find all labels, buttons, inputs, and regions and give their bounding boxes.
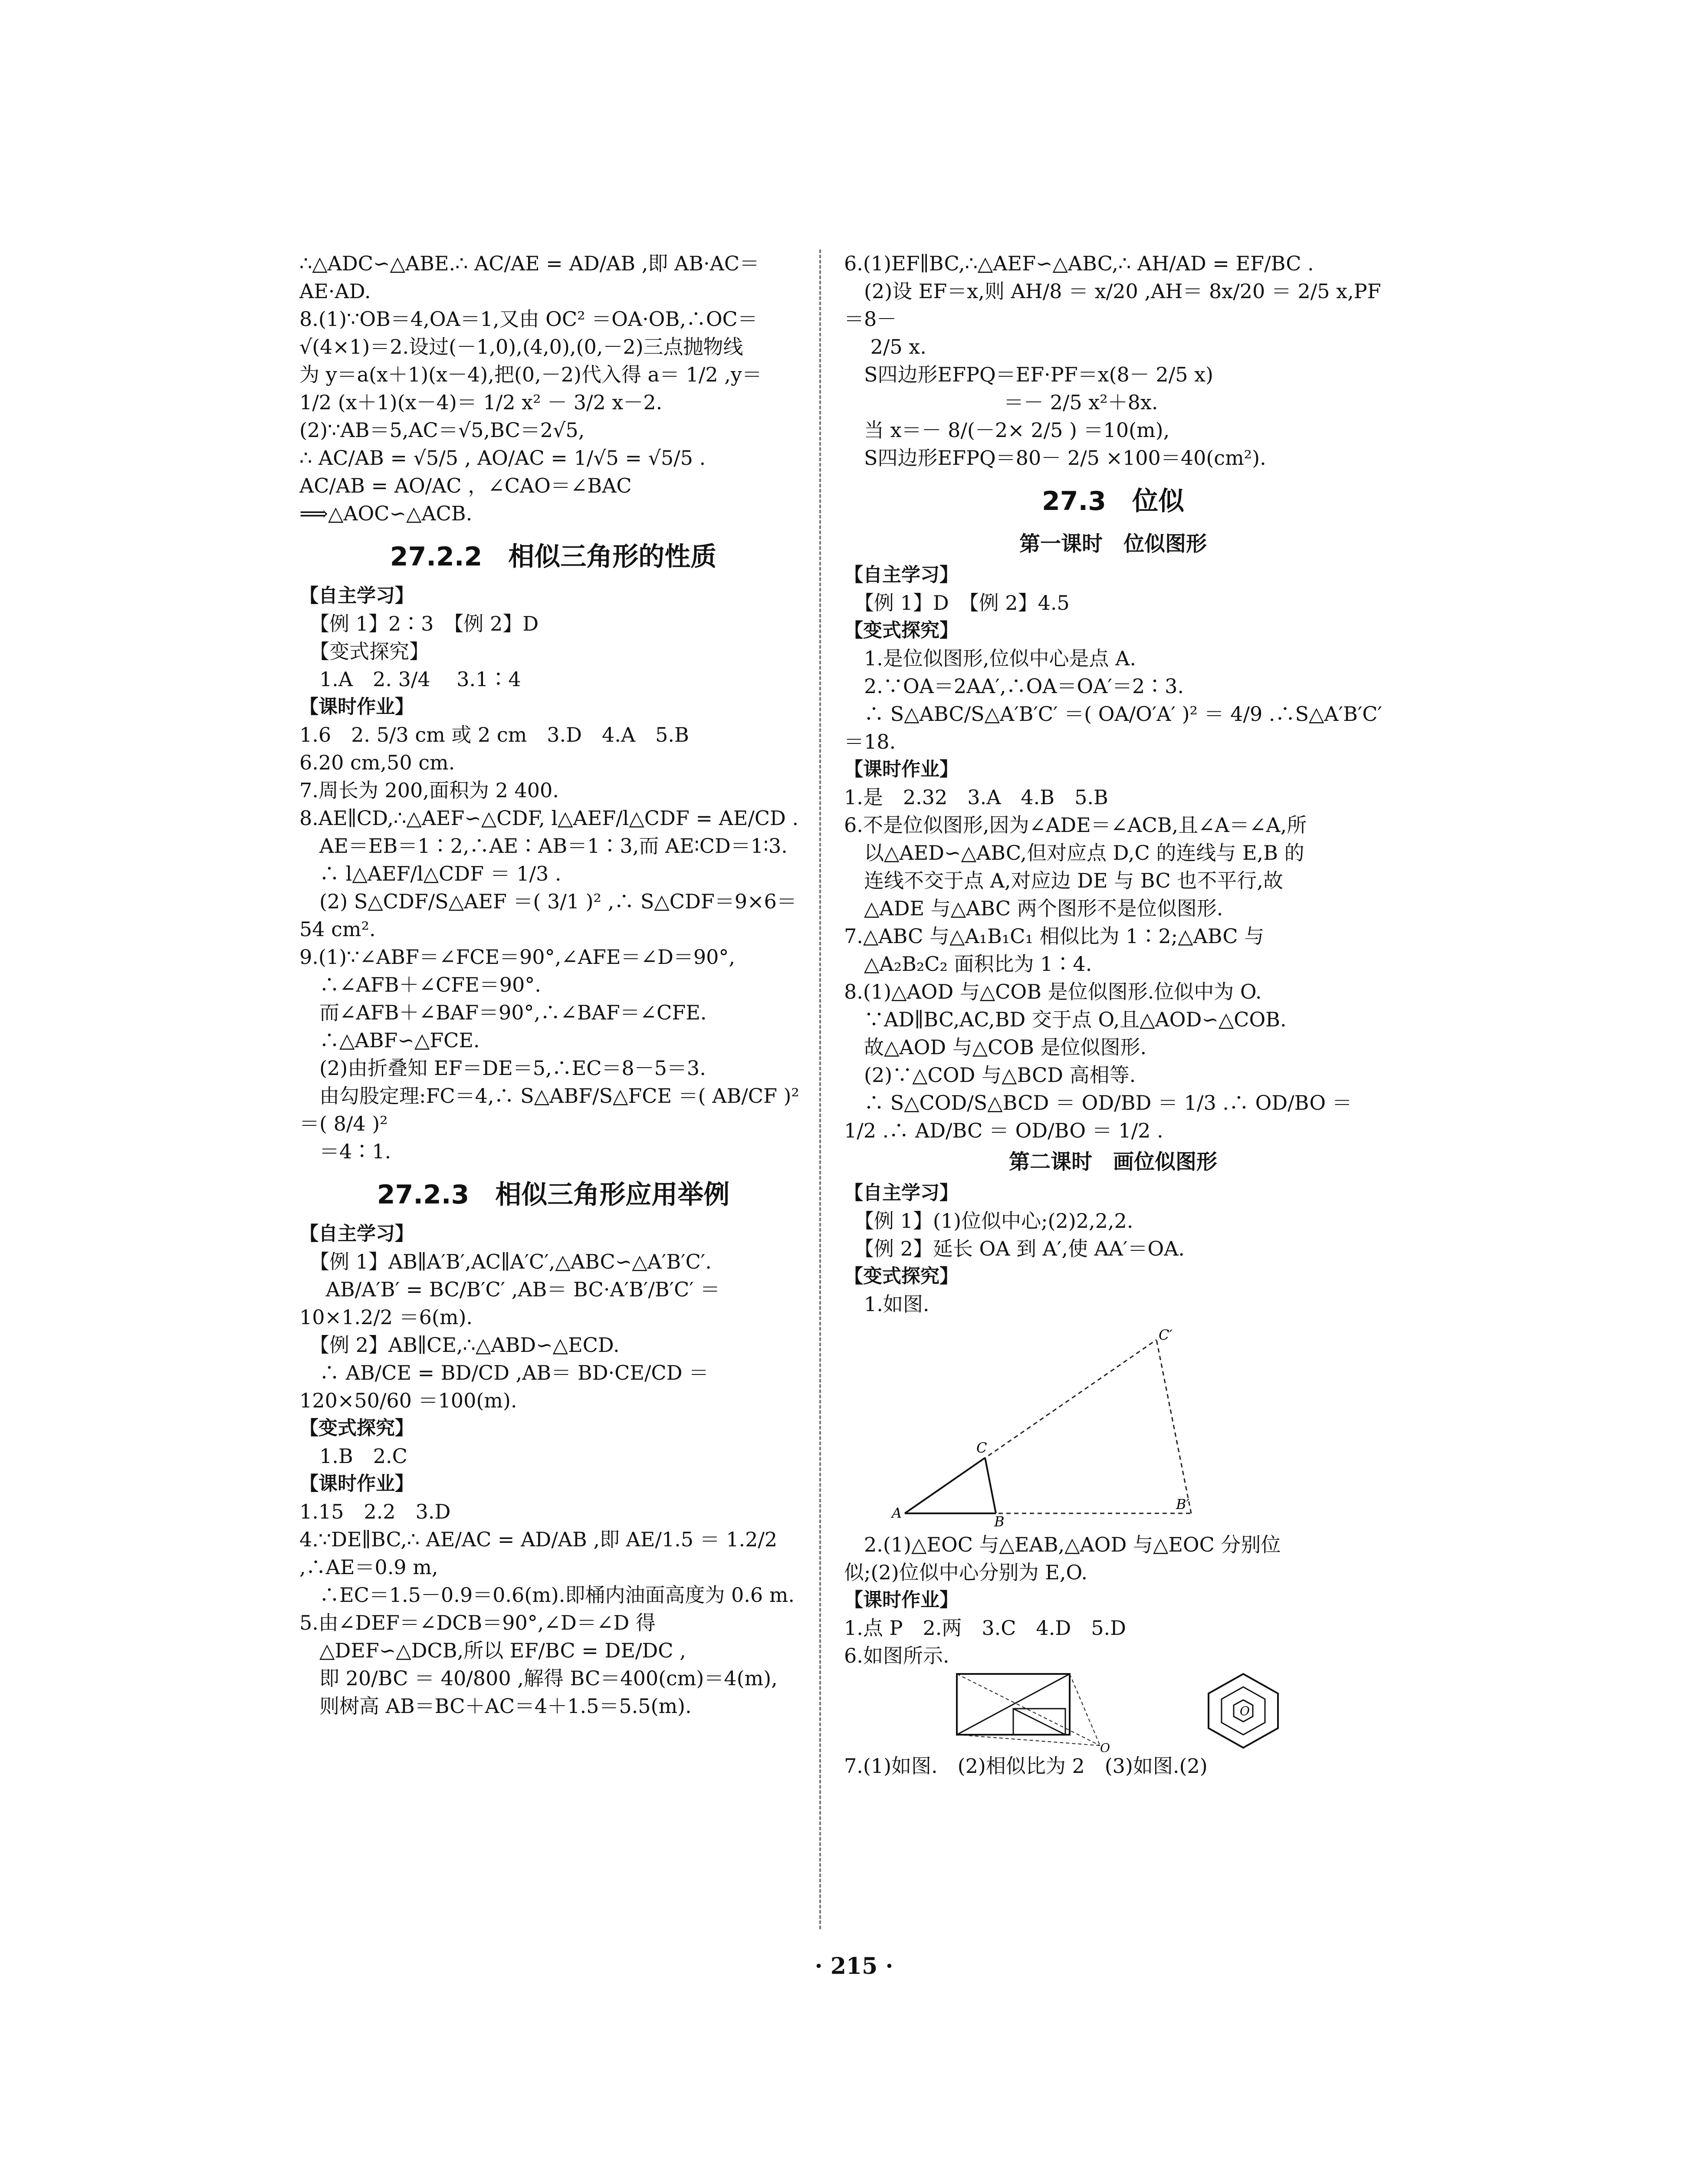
text-line: ∴ S△COD/S△BCD ＝ OD/BD ＝ 1/3 .∴ OD/BO ＝ 1/2 .∴ AD/BC ＝ OD/BO ＝ 1/2 . bbox=[844, 1091, 1359, 1142]
column-divider bbox=[819, 250, 821, 1929]
text-line: 4.∵DE∥BC,∴ AE/AC = AD/AB ,即 AE/1.5 ＝ 1.2/2 ,∴AE＝0.9 m, bbox=[299, 1528, 784, 1579]
fig-label-a: A bbox=[892, 1505, 902, 1521]
text-line: 【变式探究】 bbox=[844, 1265, 959, 1287]
text-line: 5.由∠DEF＝∠DCB＝90°,∠D＝∠D 得 bbox=[299, 1611, 656, 1634]
fig-line-bc bbox=[985, 1458, 996, 1513]
text-line: 【例 2】AB∥CE,∴△ABD∽△ECD. bbox=[299, 1333, 620, 1357]
text-line: 6.如图所示. bbox=[844, 1644, 949, 1667]
section-heading-27-2-3: 27.2.3 相似三角形应用举例 bbox=[377, 1180, 730, 1210]
text-line: √(4×1)＝2.设过(－1,0),(4,0),(0,－2)三点抛物线 bbox=[299, 335, 743, 358]
text-line: (2)设 EF＝x,则 AH/8 ＝ x/20 ,AH＝ 8x/20 ＝ 2/5 x,PF＝8－ bbox=[844, 279, 1381, 331]
text-line: 1.是位似图形,位似中心是点 A. bbox=[844, 647, 1136, 670]
text-line: AE＝EB＝1∶2,∴AE∶AB＝1∶3,而 AE∶CD＝1∶3. bbox=[299, 834, 788, 858]
homothety-figure-hexagons bbox=[1200, 1670, 1287, 1752]
text-line: 1.是 2.32 3.A 4.B 5.B bbox=[844, 786, 1108, 809]
text-line: 2/5 x. bbox=[844, 335, 926, 358]
right-block-d bbox=[844, 1531, 1382, 1670]
text-line: 1.15 2.2 3.D bbox=[299, 1500, 451, 1523]
text-line: 当 x＝－ 8/(－2× 2/5 ) ＝10(m), bbox=[844, 418, 1170, 442]
text-line: 【变式探究】 bbox=[844, 619, 959, 641]
text-line: △A₂B₂C₂ 面积比为 1∶4. bbox=[844, 952, 1092, 976]
text-line: 1.如图. bbox=[844, 1292, 930, 1316]
fig3-label-o: O bbox=[1240, 1704, 1250, 1718]
text-line: 1.B 2.C bbox=[299, 1444, 407, 1468]
text-line: 以△AED∽△ABC,但对应点 D,C 的连线与 E,B 的 bbox=[844, 841, 1304, 865]
left-block-a bbox=[299, 250, 807, 527]
text-line: 为 y＝a(x＋1)(x－4),把(0,－2)代入得 a＝ 1/2 ,y＝ bbox=[299, 363, 762, 386]
text-line: 9.(1)∵∠ABF＝∠FCE＝90°,∠AFE＝∠D＝90°, bbox=[299, 945, 736, 969]
text-line: ∵AD∥BC,AC,BD 交于点 O,且△AOD∽△COB. bbox=[844, 1008, 1287, 1031]
text-line: 【例 1】(1)位似中心;(2)2,2,2. bbox=[844, 1209, 1133, 1233]
text-line: ∴ AB/CE = BD/CD ,AB＝ BD·CE/CD ＝ 120×50/60 ＝100(m). bbox=[299, 1361, 715, 1412]
left-block-b bbox=[299, 582, 807, 1165]
text-line: ∴∠AFB＋∠CFE＝90°. bbox=[299, 973, 541, 996]
fig-line-b2c2 bbox=[1156, 1340, 1191, 1513]
text-line: 6.20 cm,50 cm. bbox=[299, 751, 455, 774]
fig-line-ac bbox=[905, 1458, 985, 1513]
text-line: 【课时作业】 bbox=[299, 696, 414, 718]
section-heading-27-2-2: 27.2.2 相似三角形的性质 bbox=[390, 542, 717, 572]
fig-label-c-prime: C′ bbox=[1159, 1327, 1173, 1343]
text-line: 由勾股定理:FC＝4,∴ S△ABF/S△FCE ＝( AB/CF )² ＝( 8/4 )² bbox=[299, 1084, 806, 1135]
text-line: 8.AE∥CD,∴△AEF∽△CDF, l△AEF/l△CDF = AE/CD . bbox=[299, 806, 799, 830]
left-block-c bbox=[299, 1220, 807, 1720]
text-line: S四边形EFPQ＝80－ 2/5 ×100＝40(cm²). bbox=[844, 446, 1266, 470]
text-line: 则树高 AB＝BC＋AC＝4＋1.5＝5.5(m). bbox=[299, 1694, 692, 1718]
text-line: 6.不是位似图形,因为∠ADE＝∠ACB,且∠A＝∠A,所 bbox=[844, 813, 1307, 837]
homothety-figures-row bbox=[948, 1670, 1382, 1752]
text-line: 2.∵OA＝2AA′,∴OA＝OA′＝2∶3. bbox=[844, 674, 1184, 698]
text-line: (2) S△CDF/S△AEF ＝( 3/1 )² ,∴ S△CDF＝9×6＝54 cm². bbox=[299, 890, 797, 941]
text-line: 【自主学习】 bbox=[844, 1182, 959, 1204]
text-line: ∴△ABF∽△FCE. bbox=[299, 1029, 480, 1052]
right-block-b bbox=[844, 561, 1382, 1144]
text-line: 连线不交于点 A,对应边 DE 与 BC 也不平行,故 bbox=[844, 869, 1283, 892]
section-heading-27-3: 27.3 位似 bbox=[1041, 486, 1185, 516]
text-line: 1.点 P 2.两 3.C 4.D 5.D bbox=[844, 1616, 1126, 1640]
text-line: 【变式探究】 bbox=[299, 640, 429, 663]
text-line: 【变式探究】 bbox=[299, 1417, 414, 1439]
text-line: 【例 1】AB∥A′B′,AC∥A′C′,△ABC∽△A′B′C′. bbox=[299, 1250, 712, 1273]
text-line: AC/AB = AO/AC ，∠CAO＝∠BAC ⟹△AOC∽△ACB. bbox=[299, 474, 638, 525]
text-line: 【例 1】D 【例 2】4.5 bbox=[844, 591, 1070, 615]
text-line: 2.(1)△EOC 与△EAB,△AOD 与△EOC 分别位 bbox=[844, 1533, 1281, 1556]
text-line: 7.周长为 200,面积为 2 400. bbox=[299, 779, 559, 802]
text-line: 【课时作业】 bbox=[844, 758, 959, 780]
text-line: 即 20/BC ＝ 40/800 ,解得 BC＝400(cm)＝4(m), bbox=[299, 1667, 778, 1690]
fig-label-c: C bbox=[976, 1440, 987, 1456]
right-block-c bbox=[844, 1179, 1382, 1318]
homothety-figure-rectangles bbox=[948, 1670, 1113, 1752]
text-line: ＝4∶1. bbox=[299, 1140, 391, 1163]
text-line: 【自主学习】 bbox=[844, 564, 959, 586]
text-line: △DEF∽△DCB,所以 EF/BC = DE/DC , bbox=[299, 1639, 686, 1662]
text-line: ∴EC＝1.5－0.9＝0.6(m).即桶内油面高度为 0.6 m. bbox=[299, 1583, 795, 1607]
text-line: (2)由折叠知 EF＝DE＝5,∴EC＝8－5＝3. bbox=[299, 1056, 706, 1080]
text-line: 【自主学习】 bbox=[299, 585, 414, 607]
text-line: (2)∵△COD 与△BCD 高相等. bbox=[844, 1063, 1136, 1087]
left-column bbox=[299, 250, 807, 1720]
text-line: ∴△ADC∽△ABE.∴ AC/AE = AD/AB ,即 AB·AC＝AE·AD. bbox=[299, 252, 760, 303]
text-line: 【课时作业】 bbox=[299, 1473, 414, 1495]
text-line: S四边形EFPQ＝EF·PF＝x(8－ 2/5 x) bbox=[844, 363, 1213, 386]
text-line: 1/2 (x＋1)(x－4)＝ 1/2 x² － 3/2 x－2. bbox=[299, 391, 663, 414]
text-line: 8.(1)∵OB＝4,OA＝1,又由 OC² ＝OA·OB,∴OC＝ bbox=[299, 307, 758, 331]
text-line: 6.(1)EF∥BC,∴△AEF∽△ABC,∴ AH/AD = EF/BC . bbox=[844, 252, 1314, 275]
text-line: 【课时作业】 bbox=[844, 1589, 959, 1611]
text-line: 1.6 2. 5/3 cm 或 2 cm 3.D 4.A 5.B bbox=[299, 723, 689, 746]
text-line: ＝－ 2/5 x²＋8x. bbox=[844, 391, 1158, 414]
text-line: 故△AOD 与△COB 是位似图形. bbox=[844, 1036, 1147, 1059]
text-line: 似;(2)位似中心分别为 E,O. bbox=[844, 1561, 1088, 1584]
text-line: 【例 1】2∶3 【例 2】D bbox=[299, 612, 539, 635]
lesson-heading-1: 第一课时 位似图形 bbox=[1019, 532, 1207, 556]
text-line: ∴ l△AEF/l△CDF ＝ 1/3 . bbox=[299, 862, 562, 885]
text-line: (2)∵AB＝5,AC＝√5,BC＝2√5, bbox=[299, 418, 585, 442]
fig2-label-o: O bbox=[1100, 1741, 1110, 1752]
text-line: 【自主学习】 bbox=[299, 1223, 414, 1245]
homothety-figure-triangle bbox=[887, 1322, 1200, 1526]
page-number: · 215 · bbox=[815, 1953, 893, 1979]
text-line: 8.(1)△AOD 与△COB 是位似图形.位似中为 O. bbox=[844, 980, 1262, 1003]
right-column bbox=[844, 250, 1382, 1780]
text-line: 7.△ABC 与△A₁B₁C₁ 相似比为 1∶2;△ABC 与 bbox=[844, 924, 1265, 948]
text-line: 而∠AFB＋∠BAF＝90°,∴∠BAF＝∠CFE. bbox=[299, 1001, 707, 1024]
lesson-heading-2: 第二课时 画位似图形 bbox=[1008, 1150, 1217, 1174]
fig-label-b-prime: B′ bbox=[1176, 1496, 1189, 1512]
text-line: AB/A′B′ = BC/B′C′ ,AB＝ BC·A′B′/B′C′ ＝ 10×1.2/2 ＝6(m). bbox=[299, 1278, 726, 1329]
text-line: △ADE 与△ABC 两个图形不是位似图形. bbox=[844, 897, 1223, 920]
right-block-a bbox=[844, 250, 1382, 472]
text-line: 【例 2】延长 OA 到 A′,使 AA′＝OA. bbox=[844, 1237, 1185, 1260]
text-line: ∴ S△ABC/S△A′B′C′ ＝( OA/O′A′ )² ＝ 4/9 .∴S△A′B′C′＝18. bbox=[844, 702, 1382, 753]
text-line: 7.(1)如图. (2)相似比为 2 (3)如图.(2) bbox=[844, 1754, 1208, 1778]
fig-label-b: B bbox=[994, 1513, 1005, 1526]
right-block-e bbox=[844, 1752, 1382, 1780]
text-line: ∴ AC/AB = √5/5 , AO/AC = 1/√5 = √5/5 . bbox=[299, 446, 706, 470]
text-line: 1.A 2. 3/4 3.1∶4 bbox=[299, 667, 521, 691]
